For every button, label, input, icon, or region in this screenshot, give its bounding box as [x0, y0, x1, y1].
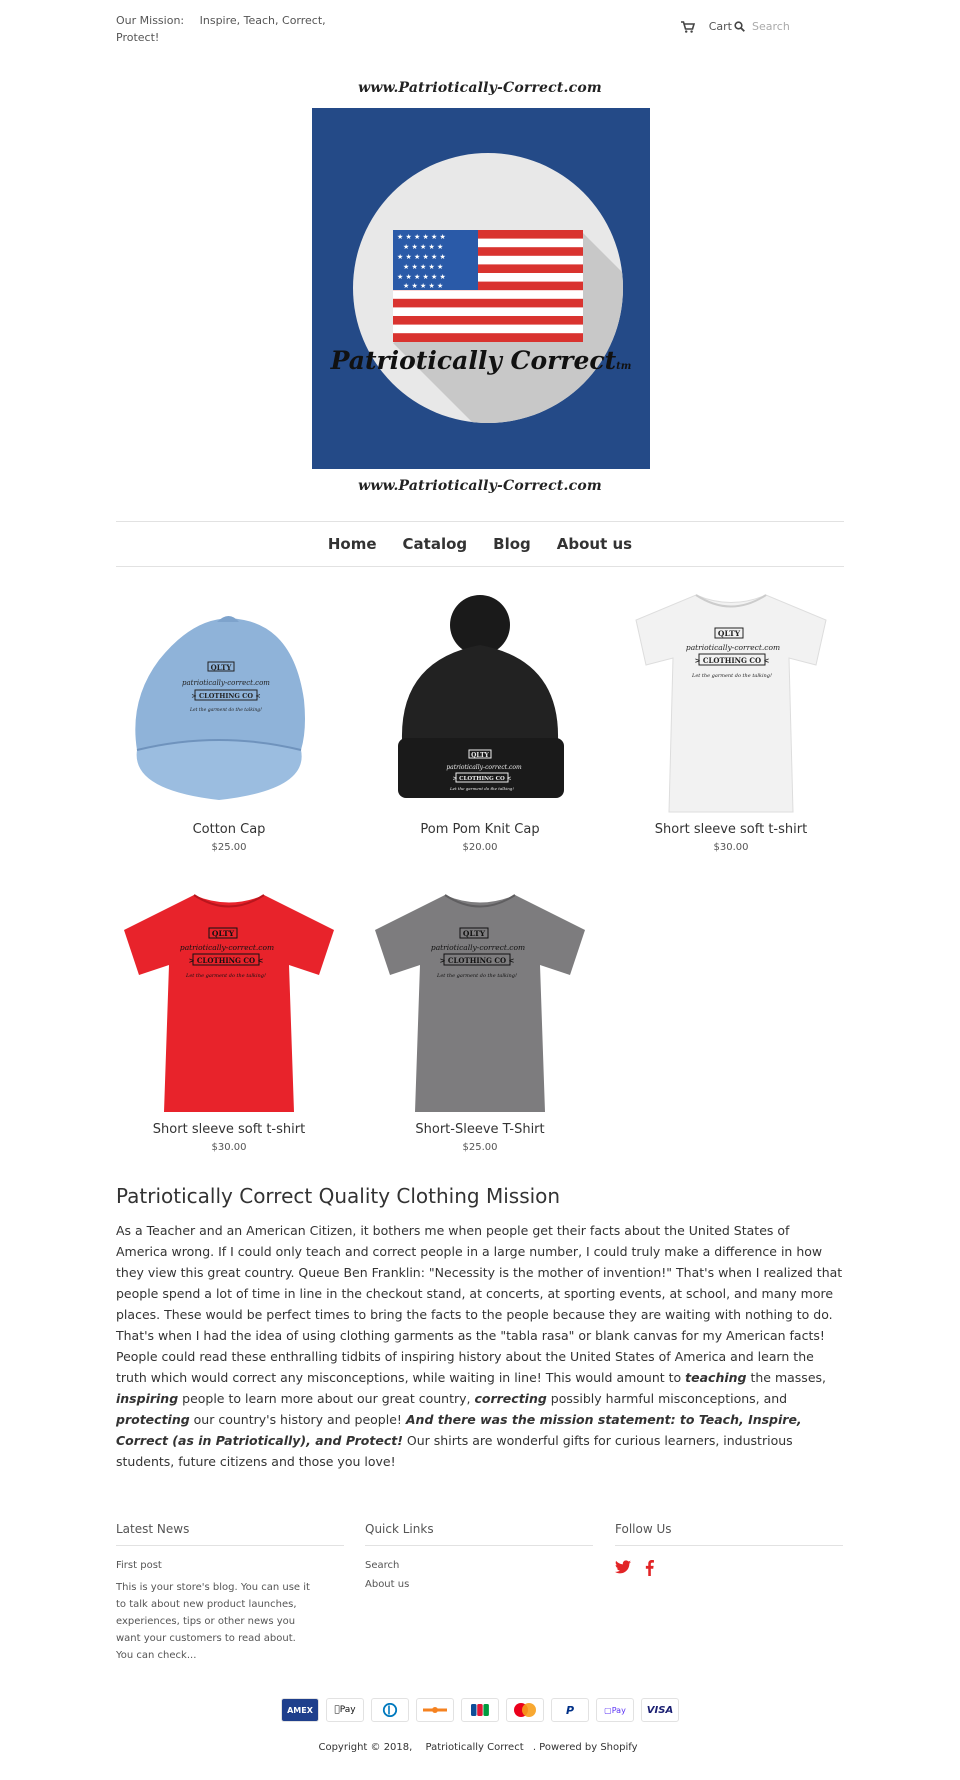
follow-us-heading: Follow Us: [615, 1522, 843, 1546]
svg-text:Let the garment do the talking: Let the garment do the talking!: [437, 973, 517, 979]
product-price: $30.00: [713, 842, 749, 853]
product-card[interactable]: [611, 590, 851, 853]
product-price: $25.00: [211, 842, 247, 853]
product-image-cotton-cap[interactable]: [109, 590, 349, 820]
svg-text:> CLOTHING CO <: > CLOTHING CO <: [188, 956, 264, 965]
product-name[interactable]: Pom Pom Knit Cap: [420, 822, 540, 837]
product-image-pom-pom-knit-cap[interactable]: [360, 590, 600, 820]
blog-post-excerpt: This is your store's blog. You can use it to talk about new product launches, experiences, tips or other news you want your customers to read about. You can check...: [116, 1582, 310, 1661]
store-logo[interactable]: [312, 108, 650, 469]
paypal-icon: P: [551, 1698, 589, 1722]
product-image-white-tshirt[interactable]: [611, 590, 851, 820]
search-placeholder: Search: [752, 20, 790, 33]
svg-text:> CLOTHING CO <: > CLOTHING CO <: [452, 776, 512, 782]
product-name[interactable]: Short-Sleeve T-Shirt: [415, 1122, 545, 1137]
footer-link-search[interactable]: Search: [365, 1560, 400, 1571]
latest-news-heading: Latest News: [116, 1522, 344, 1546]
svg-text:QLTY: QLTY: [211, 929, 235, 938]
copyright-text: Copyright © 2018,: [318, 1742, 413, 1753]
product-card[interactable]: [109, 890, 349, 1153]
product-name[interactable]: Short sleeve soft t-shirt: [654, 822, 808, 837]
mission-text: Inspire, Teach, Correct, Protect!: [116, 14, 326, 44]
svg-text:QLTY: QLTY: [210, 663, 232, 672]
product-card[interactable]: [360, 590, 600, 853]
cart-label: Cart: [708, 20, 732, 33]
svg-text:Let the garment do the talking: Let the garment do the talking!: [450, 786, 514, 791]
svg-text:> CLOTHING CO <: > CLOTHING CO <: [694, 656, 770, 665]
svg-text:★ ★ ★ ★ ★: ★ ★ ★ ★ ★: [403, 282, 444, 290]
payment-icons: [0, 1698, 960, 1722]
amex-icon: AMEX: [281, 1698, 319, 1722]
mastercard-icon: [506, 1698, 544, 1722]
logo-brand-name: Patriotically Correcttm: [330, 346, 632, 375]
product-price: $30.00: [211, 1142, 247, 1153]
blog-post-link[interactable]: First post: [116, 1560, 162, 1571]
store-name-link[interactable]: Patriotically Correct: [425, 1742, 524, 1753]
footer-quick-links: [365, 1522, 593, 1598]
product-card[interactable]: [360, 890, 600, 1153]
product-image-red-tshirt[interactable]: [109, 890, 349, 1120]
product-image-gray-tshirt[interactable]: [360, 890, 600, 1120]
svg-text:QLTY: QLTY: [471, 752, 489, 759]
footer-follow-us: [615, 1522, 843, 1576]
jcb-icon: [461, 1698, 499, 1722]
footer-latest-news: [116, 1522, 344, 1664]
main-nav: [116, 521, 844, 567]
apple-pay-icon: Pay: [326, 1698, 364, 1722]
svg-text:> CLOTHING CO <: > CLOTHING CO <: [439, 956, 515, 965]
powered-by-shopify[interactable]: . Powered by Shopify: [532, 1742, 638, 1753]
nav-blog[interactable]: Blog: [493, 535, 531, 553]
mission-banner: [116, 12, 326, 46]
svg-text:patriotically-correct.com: patriotically-correct.com: [446, 764, 522, 771]
svg-text:> CLOTHING CO <: > CLOTHING CO <: [191, 692, 261, 700]
cart-icon: [681, 21, 695, 33]
quick-links-heading: Quick Links: [365, 1522, 593, 1546]
product-name[interactable]: Cotton Cap: [192, 822, 266, 837]
mission-paragraph: As a Teacher and an American Citizen, it bothers me when people get their facts about the United States of America wrong. If I could only teach and correct people in a large number, I could truly make a difference in how they view this great country. Queue Ben Franklin: "Necessity is the mother of invention!" That's when I realized that people spend a lot of time in line in the checkout stand, at concerts, at sporting events, at school, and many more places. These would be perfect times to bring the facts to the people because they are waiting with nothing to do. That's when I had the idea of using clothing garments as the "tabla rasa" or blank canvas for my American facts! People could read these enthralling tidbits of inspiring history about the United States of America and learn the truth which would correct any misconceptions, while waiting in line! This would amount to teaching the masses, inspiring people to learn more about our great country, correcting possibly harmful misconceptions, and protecting our country's history and people! And there was the mission statement: to Teach, Inspire, Correct (as in Patriotically), and Protect! Our shirts are wonderful gifts for curious learners, industrious students, future citizens and those you love!: [116, 1223, 843, 1469]
product-price: $20.00: [462, 842, 498, 853]
mission-statement: And there was the mission statement: to Teach, Inspire, Correct (as in Patriotically), and Protect!: [116, 1412, 802, 1448]
mission-section: [116, 1184, 844, 1472]
logo-url-top: www.Patriotically-Correct.com: [358, 80, 602, 96]
svg-text:patriotically-correct.com: patriotically-correct.com: [685, 643, 781, 652]
search-icon: [734, 21, 745, 32]
logo-circle: [353, 153, 623, 423]
svg-text:★ ★ ★ ★ ★: ★ ★ ★ ★ ★: [403, 243, 444, 251]
diners-club-icon: [371, 1698, 409, 1722]
svg-text:patriotically-correct.com: patriotically-correct.com: [430, 943, 526, 952]
visa-icon: VISA: [641, 1698, 679, 1722]
nav-home[interactable]: Home: [327, 535, 377, 553]
facebook-icon[interactable]: [645, 1560, 654, 1576]
mission-heading: Patriotically Correct Quality Clothing Mission: [116, 1184, 561, 1208]
cart-link[interactable]: [681, 20, 732, 33]
search-input[interactable]: [734, 20, 814, 33]
product-name[interactable]: Short sleeve soft t-shirt: [152, 1122, 306, 1137]
twitter-icon[interactable]: [615, 1560, 631, 1574]
mission-label: Our Mission:: [116, 14, 185, 27]
flag-illustration: [353, 153, 623, 423]
svg-text:patriotically-correct.com: patriotically-correct.com: [182, 679, 270, 687]
svg-text:patriotically-correct.com: patriotically-correct.com: [179, 943, 275, 952]
svg-text:★ ★ ★ ★ ★ ★: ★ ★ ★ ★ ★ ★: [397, 273, 446, 281]
discover-icon: [416, 1698, 454, 1722]
shopify-pay-icon: ▢Pay: [596, 1698, 634, 1722]
logo-url-bottom: www.Patriotically-Correct.com: [358, 478, 602, 494]
svg-text:Let the garment do the talking: Let the garment do the talking!: [190, 708, 262, 713]
product-card[interactable]: [109, 590, 349, 853]
svg-text:★ ★ ★ ★ ★: ★ ★ ★ ★ ★: [403, 263, 444, 271]
svg-text:Let the garment do the talking: Let the garment do the talking!: [692, 673, 772, 679]
svg-text:Let the garment do the talking: Let the garment do the talking!: [186, 973, 266, 979]
svg-text:QLTY: QLTY: [717, 629, 741, 638]
svg-text:QLTY: QLTY: [462, 929, 486, 938]
footer-link-about-us[interactable]: About us: [365, 1579, 410, 1590]
nav-catalog[interactable]: Catalog: [402, 535, 468, 553]
top-bar: [116, 0, 844, 56]
svg-text:★ ★ ★ ★ ★ ★: ★ ★ ★ ★ ★ ★: [397, 253, 446, 261]
nav-about-us[interactable]: About us: [556, 535, 633, 553]
product-price: $25.00: [462, 1142, 498, 1153]
copyright: [0, 1742, 960, 1753]
svg-text:★ ★ ★ ★ ★ ★: ★ ★ ★ ★ ★ ★: [397, 233, 446, 241]
